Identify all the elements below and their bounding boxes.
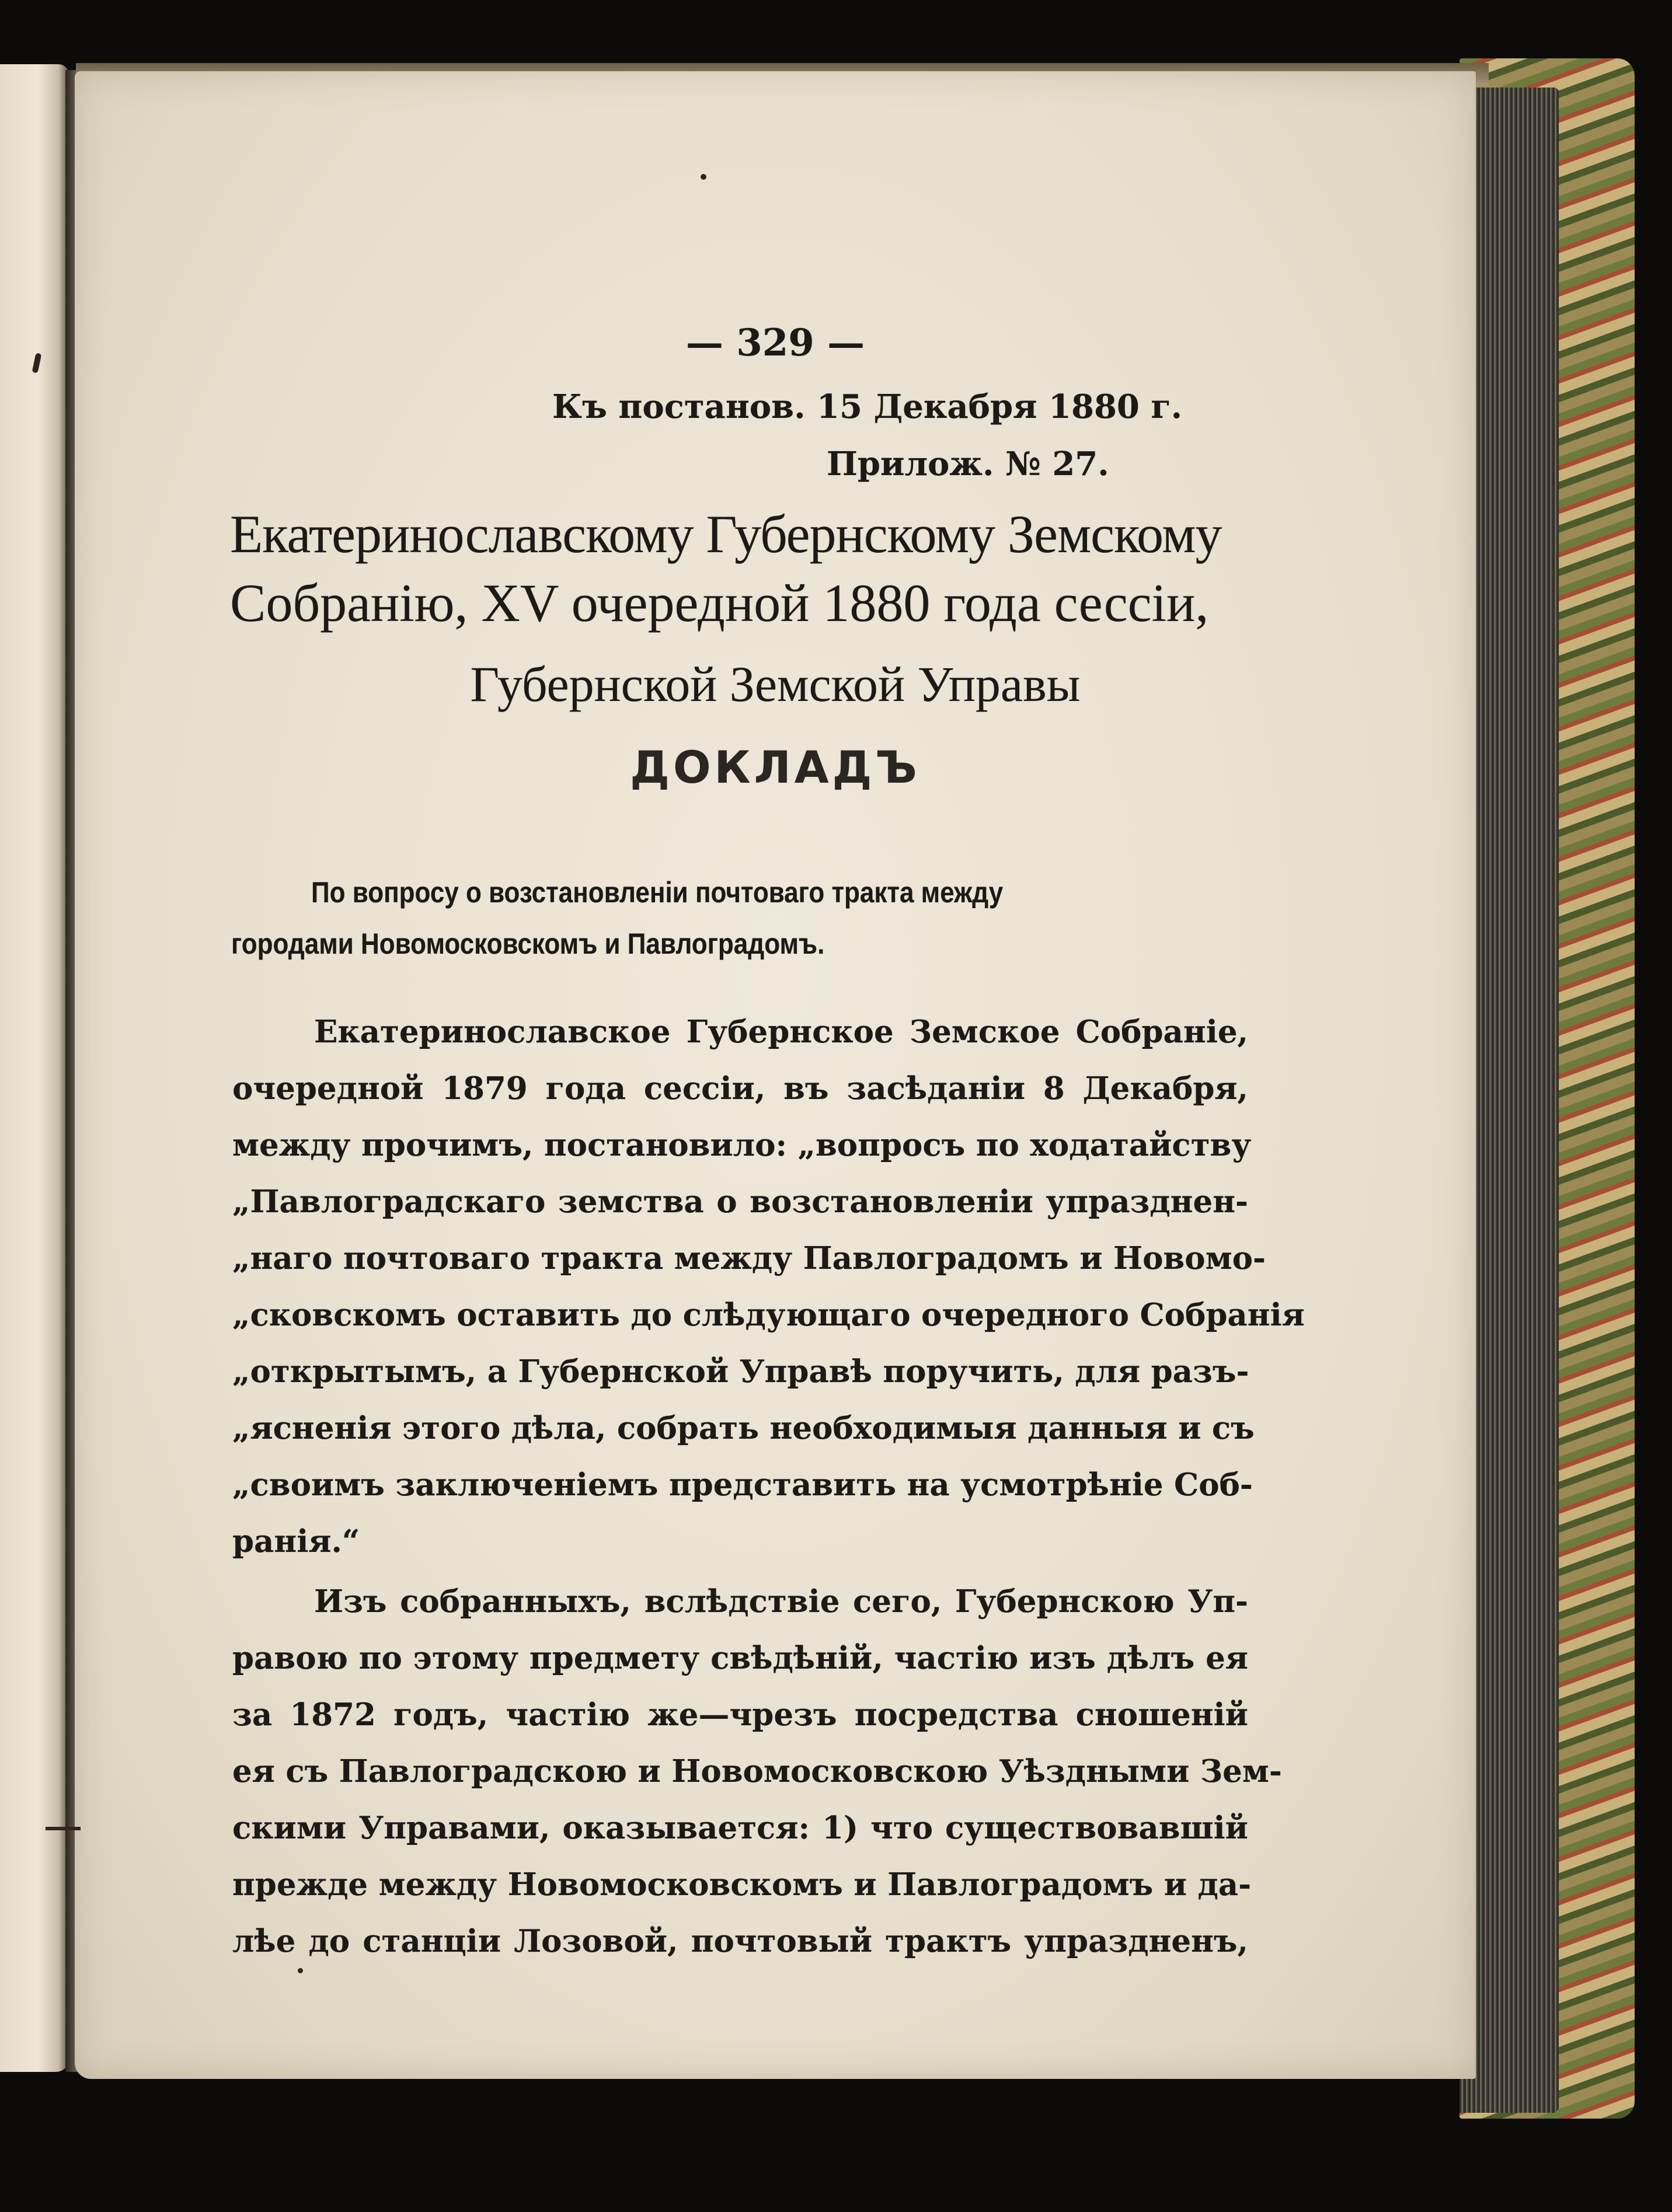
- body-line: „Павлоградскаго земства о возстановленіи упразднен-: [232, 1184, 1248, 1220]
- ink-dot: [298, 1968, 303, 1973]
- body-line: ея съ Павлоградскою и Новомосковскою Уѣздными Зем-: [232, 1753, 1282, 1789]
- attachment-number: Прилож. № 27.: [827, 445, 1109, 483]
- body-line: „своимъ заключеніемъ представить на усмотрѣніе Соб-: [232, 1467, 1253, 1503]
- resolution-reference: Къ постанов. 15 Декабря 1880 г.: [552, 388, 1183, 426]
- heading-line-1: Екатеринославскому Губернскому Земскому: [230, 504, 1222, 564]
- heading-line-3: Губернской Земской Управы: [470, 656, 1081, 712]
- subject-line-2: городами Новомосковскомъ и Павлоградомъ.: [231, 927, 825, 960]
- subject-line-1: По вопросу о возстановленіи почтоваго тракта между: [311, 876, 1004, 909]
- body-line: „открытымъ, а Губернской Управѣ поручить, для разъ-: [232, 1353, 1249, 1390]
- body-line: равою по этому предмету свѣдѣній, частію изъ дѣлъ ея: [232, 1640, 1248, 1676]
- body-line: за 1872 годъ, частію же—чрезъ посредства сношеній: [232, 1697, 1248, 1733]
- body-line: скими Управами, оказывается: 1) что существовавшій: [232, 1810, 1248, 1846]
- heading-line-2: Собранію, XV очередной 1880 года сессіи,: [230, 573, 1209, 633]
- report-title: ДОКЛАДЪ: [630, 741, 921, 793]
- book-page: [75, 71, 1476, 2079]
- body-line: „ясненія этого дѣла, собрать необходимыя данныя и съ: [232, 1410, 1255, 1446]
- body-line: Изъ собранныхъ, вслѣдствіе сего, Губернскою Уп-: [314, 1583, 1248, 1620]
- body-line: „сковскомъ оставить до слѣдующаго очередного Собранія: [232, 1297, 1305, 1333]
- body-line: очередной 1879 года сессіи, въ засѣданіи 8 Декабря,: [232, 1070, 1248, 1107]
- page-number: — 329 —: [685, 321, 865, 365]
- margin-mark: [46, 1827, 81, 1830]
- body-line: лѣе до станціи Лозовой, почтовый трактъ упраздненъ,: [232, 1923, 1248, 1959]
- ink-dot: [701, 174, 706, 180]
- bleed-through-text: [302, 474, 1295, 1641]
- body-line: между прочимъ, постановило: „вопросъ по ходатайству: [232, 1127, 1252, 1163]
- body-line: прежде между Новомосковскомъ и Павлоградомъ и да-: [232, 1866, 1252, 1903]
- body-line: „наго почтоваго тракта между Павлоградомъ и Новомо-: [232, 1240, 1266, 1276]
- body-line: ранія.“: [232, 1523, 360, 1559]
- body-line: Екатеринославское Губернское Земское Собраніе,: [314, 1014, 1248, 1050]
